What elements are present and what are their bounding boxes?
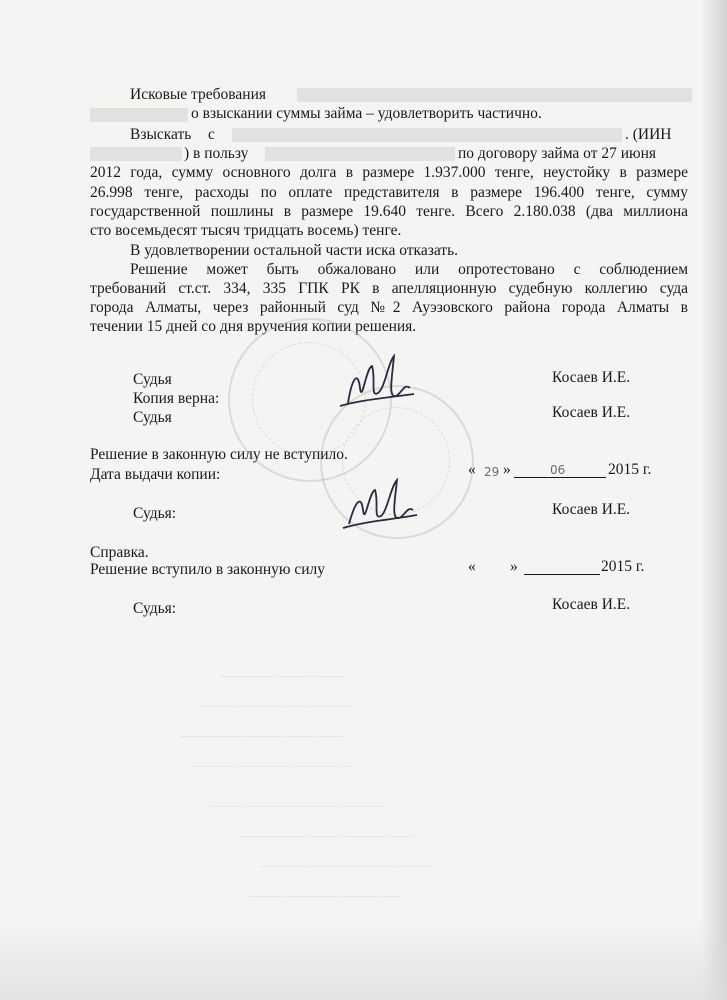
- claims-line-2: о взыскании суммы займа – удовлетворить частично.: [191, 105, 542, 122]
- contract-text: по договору займа от 27 июня: [458, 145, 657, 162]
- judge-label-3: Судья:: [133, 505, 177, 522]
- judge-label: Судья: [133, 371, 172, 388]
- redacted-claimant: [297, 88, 692, 102]
- not-in-force-text: Решение в законную силу не вступило.: [90, 446, 348, 463]
- in-favor-text: ) в пользу: [184, 145, 249, 162]
- judge-name-3: Косаев И.Е.: [552, 501, 631, 518]
- recover-label: Взыскать: [130, 126, 192, 143]
- judge-signature-2: [335, 470, 425, 540]
- bleed-through-texture: ————— ——— ——— ——— ———— —— ———— —————— ——— ——— —— ———— ————— ———— — ——— ——— ————— ———— —————— ——— ———— —— ———— ———— ———— ——— ——— ————— ——— ——: [180, 670, 434, 902]
- copy-date-year: 2015 г.: [608, 461, 652, 478]
- appeal-line-4: течении 15 дней со дня вручения копии решения.: [90, 318, 417, 335]
- copy-true-label: Копия верна:: [133, 390, 220, 407]
- copy-date-month: 06: [550, 463, 566, 477]
- in-force-date: « » 2015 г.: [468, 558, 645, 575]
- paragraph-line-4: 26.998 тенге, расходы по оплате представителя в размере 196.400 тенге, сумму: [90, 184, 688, 201]
- copy-issue-date: « 29 » 06 2015 г.: [468, 461, 652, 479]
- refusal-text: В удовлетворении остальной части иска отказать.: [130, 242, 459, 259]
- paragraph-line-5: государственной пошлины в размере 19.640 тенге. Всего 2.180.038 (два миллиона: [90, 203, 688, 220]
- appeal-line-1: Решение может быть обжаловано или опротестовано с соблюдением: [130, 261, 688, 278]
- redacted-iin: [90, 147, 182, 161]
- paragraph-line-6: сто восемьдесят тысяч тридцать восемь) тенге.: [90, 222, 402, 239]
- judge-name: Косаев И.Е.: [552, 369, 631, 386]
- claims-label: Исковые требования: [130, 86, 266, 103]
- reference-label: Справка.: [90, 544, 149, 561]
- in-force-text: Решение вступило в законную силу: [90, 561, 325, 578]
- page-edge-shadow: [701, 0, 727, 1000]
- judge-signature: [330, 348, 420, 418]
- in-force-year: 2015 г.: [601, 558, 645, 575]
- appeal-line-3: города Алматы, через районный суд №2 Ауэзовского района города Алматы в: [90, 299, 688, 316]
- copy-date-label: Дата выдачи копии:: [90, 466, 221, 483]
- appeal-line-2: требований ст.ст. 334, 335 ГПК РК в апелляционную судебную коллегию суда: [90, 280, 688, 297]
- redacted-plaintiff: [265, 147, 455, 161]
- page-bottom-shadow: [0, 920, 727, 1000]
- iin-label: . (ИИН: [625, 126, 672, 143]
- copy-date-day: 29: [484, 465, 500, 479]
- judge-name-4: Косаев И.Е.: [552, 596, 631, 613]
- judge-name-2: Косаев И.Е.: [552, 404, 631, 421]
- judge-label-4: Судья:: [133, 600, 177, 617]
- recover-prep: с: [208, 126, 215, 143]
- judge-label-2: Судья: [133, 409, 172, 426]
- redacted-defendant-1: [90, 108, 188, 122]
- paragraph-line-3: 2012 года, сумму основного долга в размере 1.937.000 тенге, неустойку в размере: [90, 164, 688, 181]
- redacted-defendant-2: [232, 128, 622, 142]
